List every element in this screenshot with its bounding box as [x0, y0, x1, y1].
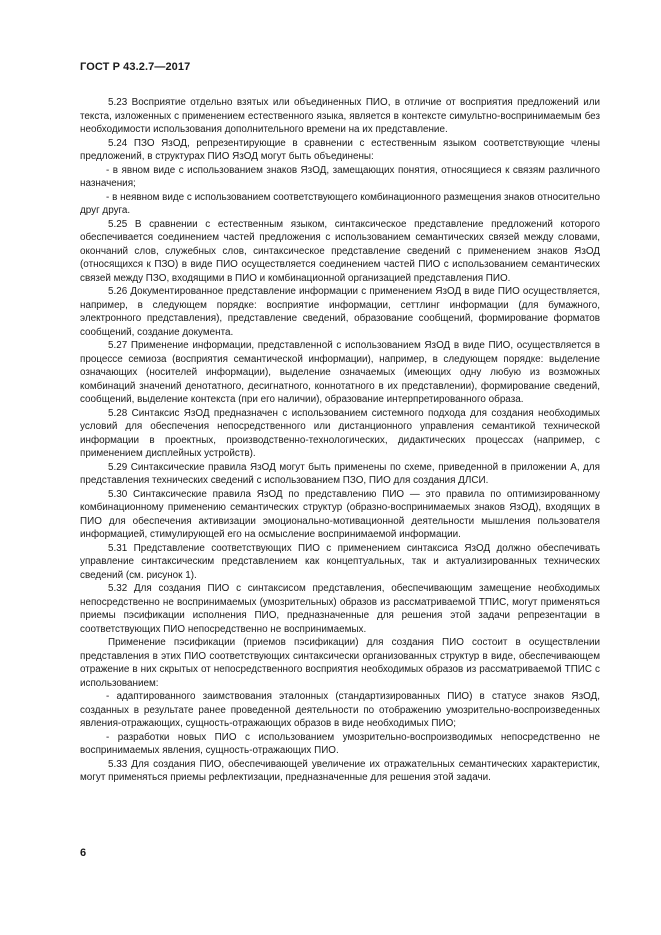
document-body	[80, 96, 600, 785]
list-item: - в явном виде с использованием знаков ЯзОД, замещающих понятия, относящиеся к связям различного назначения;	[80, 164, 600, 189]
document-header: ГОСТ Р 43.2.7—2017	[80, 61, 191, 73]
paragraph-5-30: 5.30 Синтаксические правила ЯзОД по представлению ПИО — это правила по оптимизированному комбинационному применению семантических структур (образно-воспринимаемых знаков ЯзОД), входящих в ПИО для обеспечения активизации эмоционально-мотивационной деятельности мышления пользователя информацией, стимулирующей его на осмысление воспринимаемой информации.	[80, 488, 600, 540]
page-number: 6	[80, 847, 87, 859]
list-item: - разработки новых ПИО с использованием умозрительно-воспроизводимых непосредственно не воспринимаемых явления, сущность-отражающих ПИО.	[80, 731, 600, 756]
paragraph-5-32: 5.32 Для создания ПИО с синтаксисом представления, обеспечивающим замещение необходимых непосредственно не воспринимаемых (умозрительных) образов из рассматриваемой ТПИС, могут применяться приемы пэсификации исполнения ПИО, предназначенные для решения этой задачи репрезентации в соответствующих ПИО непосредственно не воспринимаемых.	[80, 583, 600, 635]
paragraph-5-24: 5.24 ПЗО ЯзОД, репрезентирующие в сравнении с естественным языком соответствующие члены предложений, в структурах ПИО ЯзОД могут быть объединены:	[80, 137, 600, 162]
paragraph-5-28: 5.28 Синтаксис ЯзОД предназначен с использованием системного подхода для создания необходимых условий для обеспечения непосредственного или дистанционного управления семантикой технической информации в проектных, производственно-технологических, дидактических процессах (например, с применением дисплейных устройств).	[80, 407, 600, 459]
paragraph-5-23: 5.23 Восприятие отдельно взятых или объединенных ПИО, в отличие от восприятия предложений или текста, изложенных с применением естественного языка, является в контексте симультно-воспринимаемым без необходимости использования дополнительного времени на их представление.	[80, 97, 600, 135]
paragraph-5-26: 5.26 Документированное представление информации с применением ЯзОД в виде ПИО осуществляется, например, в следующем порядке: восприятие информации, сеттлинг информации (для бумажного, электронного представления), представление сведений, образование сообщений, формирование форматов сообщений, создание документа.	[80, 286, 600, 338]
paragraph-pesification: Применение пэсификации (приемов пэсификации) для создания ПИО состоит в осуществлении представления в этих ПИО соответствующих синтаксически организованных структур в виде, обеспечивающем отражение в них скрытых от непосредственного восприятия необходимых образов из рассматриваемой ТПИС с использованием:	[80, 637, 600, 689]
paragraph-5-31: 5.31 Представление соответствующих ПИО с применением синтаксиса ЯзОД должно обеспечивать управление синтаксическим представлением как концептуальных, так и актуализированных технических сведений (см. рисунок 1).	[80, 542, 600, 581]
list-item: - адаптированного заимствования эталонных (стандартизированных ПИО) в статусе знаков ЯзОД, созданных в результате ранее проведенной деятельности по отображению умозрительно-воспроизведенных явления-отражающих, сущность-отражающих образов в виде необходимых ПИО;	[80, 691, 600, 729]
paragraph-5-29: 5.29 Синтаксические правила ЯзОД могут быть применены по схеме, приведенной в приложении А, для представления технических сведений с использованием ПЗО, ПИО для создания ДЛСИ.	[80, 461, 600, 486]
paragraph-5-33: 5.33 Для создания ПИО, обеспечивающей увеличение их отражательных семантических характеристик, могут применяться приемы рефлектизации, предназначенные для решения этой задачи.	[80, 758, 600, 783]
paragraph-5-27: 5.27 Применение информации, представленной с использованием ЯзОД в виде ПИО, осуществляется в процессе семиоза (восприятия семантической информации), например, в следующем порядке: выделение означающих (носителей информации), выделение означаемых (имеющих одну любую из возможных комбинаций значений денотатного, десигнатного, коннотатного в их представлении), формирование сведений, сообщений, выделение контекста (при его наличии), образование интерпретированного образа.	[80, 340, 600, 405]
paragraph-5-25: 5.25 В сравнении с естественным языком, синтаксическое представление предложений которого обеспечивается соединением частей предложения с использованием семантических связей между словами, окончаний слов, служебных слов, синтаксическое представление сведений с применением знаков ЯзОД (относящихся к ПЗО) в виде ПИО осуществляется соединением частей ПИО с использованием семантических связей между ПЗО, входящими в ПИО и комбинационной организацией представления ПИО.	[80, 218, 600, 284]
list-item: - в неявном виде с использованием соответствующего комбинационного размещения знаков относительно друг друга.	[80, 191, 600, 216]
